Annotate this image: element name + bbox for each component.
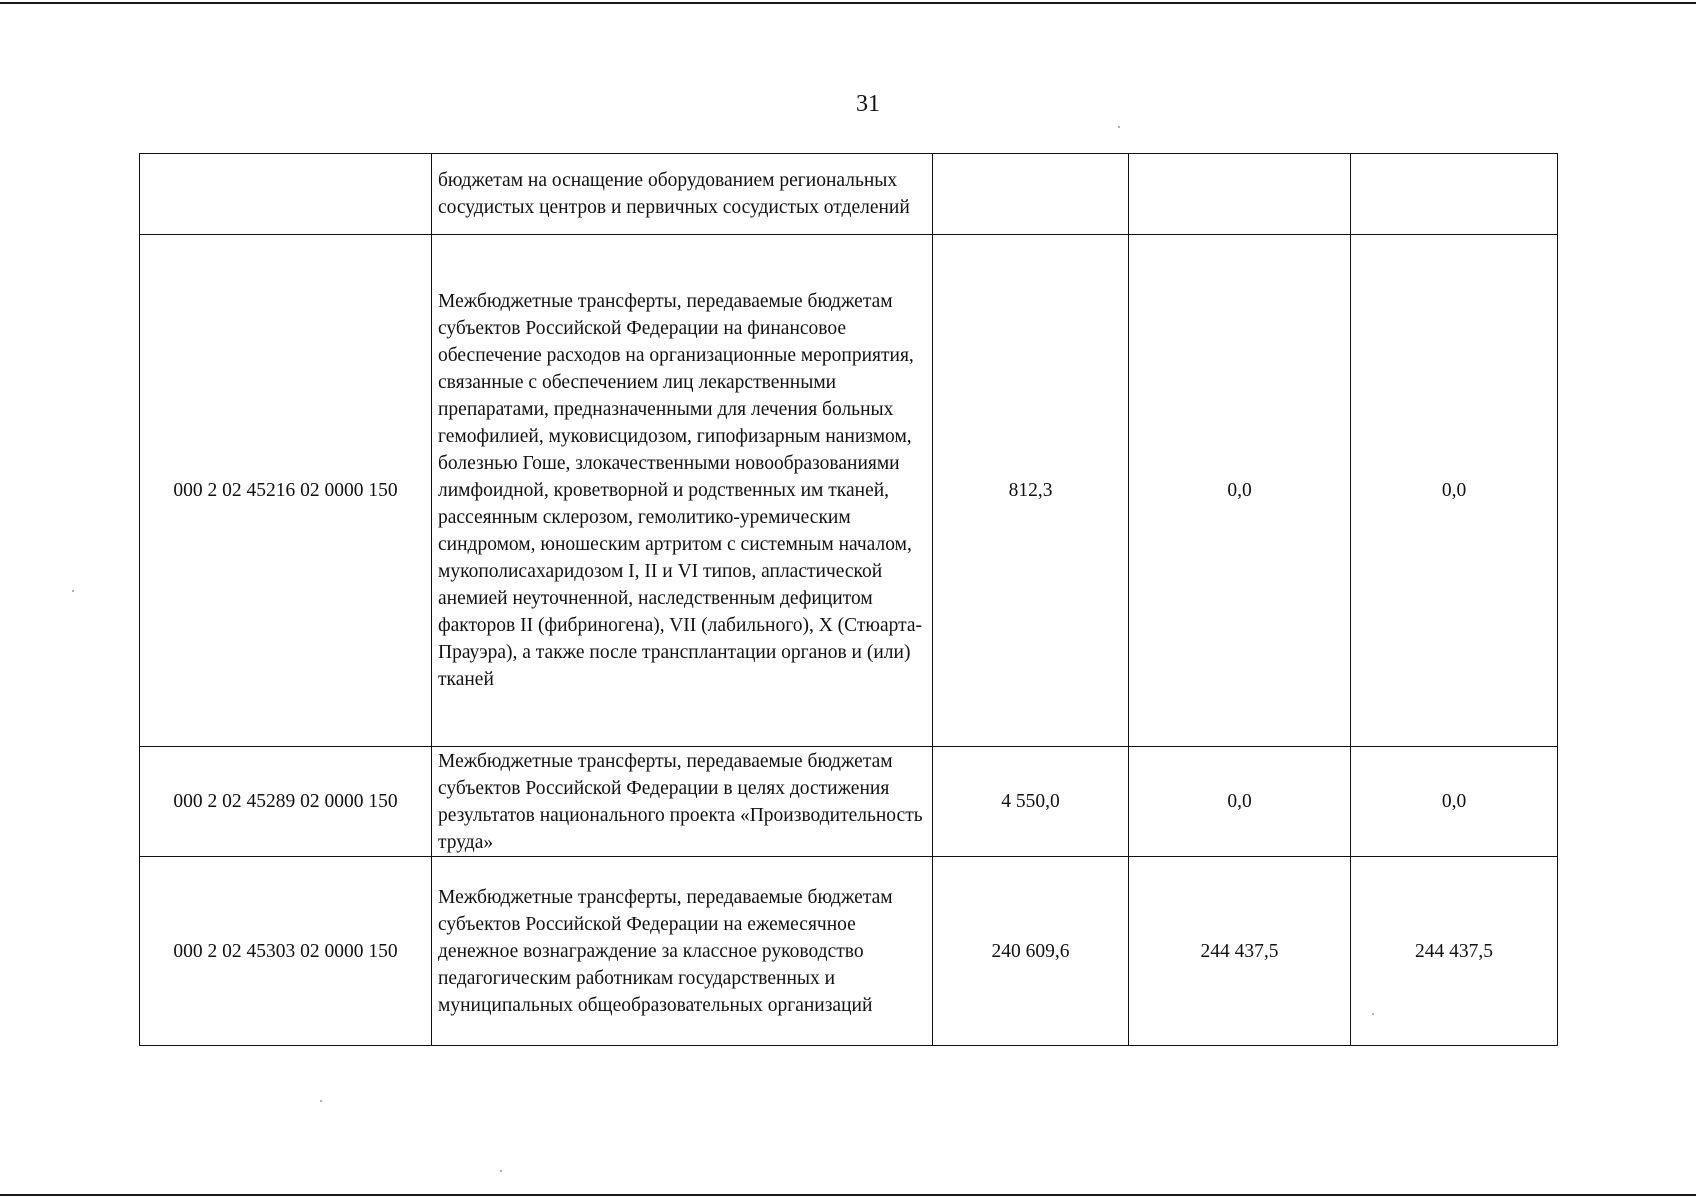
scan-speck xyxy=(1372,1013,1374,1015)
description-cell: Межбюджетные трансферты, передаваемые бюджетам субъектов Российской Федерации в целях достижения результатов национального проекта «Производительность труда» xyxy=(432,747,933,857)
value-cell-1 xyxy=(933,154,1129,235)
value-cell-2 xyxy=(1129,154,1351,235)
value-cell-3: 0,0 xyxy=(1351,747,1558,857)
budget-code-cell: 000 2 02 45289 02 0000 150 xyxy=(140,747,432,857)
budget-table xyxy=(139,153,1558,1046)
table-row xyxy=(140,235,1558,747)
value-cell-2: 0,0 xyxy=(1129,235,1351,747)
description-cell: бюджетам на оснащение оборудованием региональных сосудистых центров и первичных сосудистых отделений xyxy=(432,154,933,235)
value-cell-3: 244 437,5 xyxy=(1351,857,1558,1046)
value-cell-3: 0,0 xyxy=(1351,235,1558,747)
scan-speck xyxy=(72,590,74,592)
budget-code-cell xyxy=(140,154,432,235)
description-cell: Межбюджетные трансферты, передаваемые бюджетам субъектов Российской Федерации на финансовое обеспечение расходов на организационные мероприятия, связанные с обеспечением лиц лекарственными препаратами, предназначенными для лечения больных гемофилией, муковисцидозом, гипофизарным нанизмом, болезнью Гоше, злокачественными новообразованиями лимфоидной, кроветворной и родственных им тканей, рассеянным склерозом, гемолитико-уремическим синдромом, юношеским артритом с системным началом, мукополисахаридозом I, II и VI типов, апластической анемией неуточненной, наследственным дефицитом факторов II (фибриногена), VII (лабильного), X (Стюарта-Прауэра), а также после трансплантации органов и (или) тканей xyxy=(432,235,933,747)
budget-code-cell: 000 2 02 45216 02 0000 150 xyxy=(140,235,432,747)
scan-speck xyxy=(500,1170,502,1172)
value-cell-1: 812,3 xyxy=(933,235,1129,747)
scan-border-top xyxy=(0,2,1696,4)
scan-border-bottom xyxy=(0,1194,1696,1196)
budget-code-cell: 000 2 02 45303 02 0000 150 xyxy=(140,857,432,1046)
value-cell-3 xyxy=(1351,154,1558,235)
table-row xyxy=(140,747,1558,857)
value-cell-2: 0,0 xyxy=(1129,747,1351,857)
table-row xyxy=(140,154,1558,235)
page-number: 31 xyxy=(856,91,880,117)
value-cell-2: 244 437,5 xyxy=(1129,857,1351,1046)
value-cell-1: 4 550,0 xyxy=(933,747,1129,857)
value-cell-1: 240 609,6 xyxy=(933,857,1129,1046)
description-cell: Межбюджетные трансферты, передаваемые бюджетам субъектов Российской Федерации на ежемесячное денежное вознаграждение за классное руководство педагогическим работникам государственных и муниципальных общеобразовательных организаций xyxy=(432,857,933,1046)
table-row xyxy=(140,857,1558,1046)
scan-speck xyxy=(1118,126,1120,128)
scan-speck xyxy=(320,1100,322,1102)
